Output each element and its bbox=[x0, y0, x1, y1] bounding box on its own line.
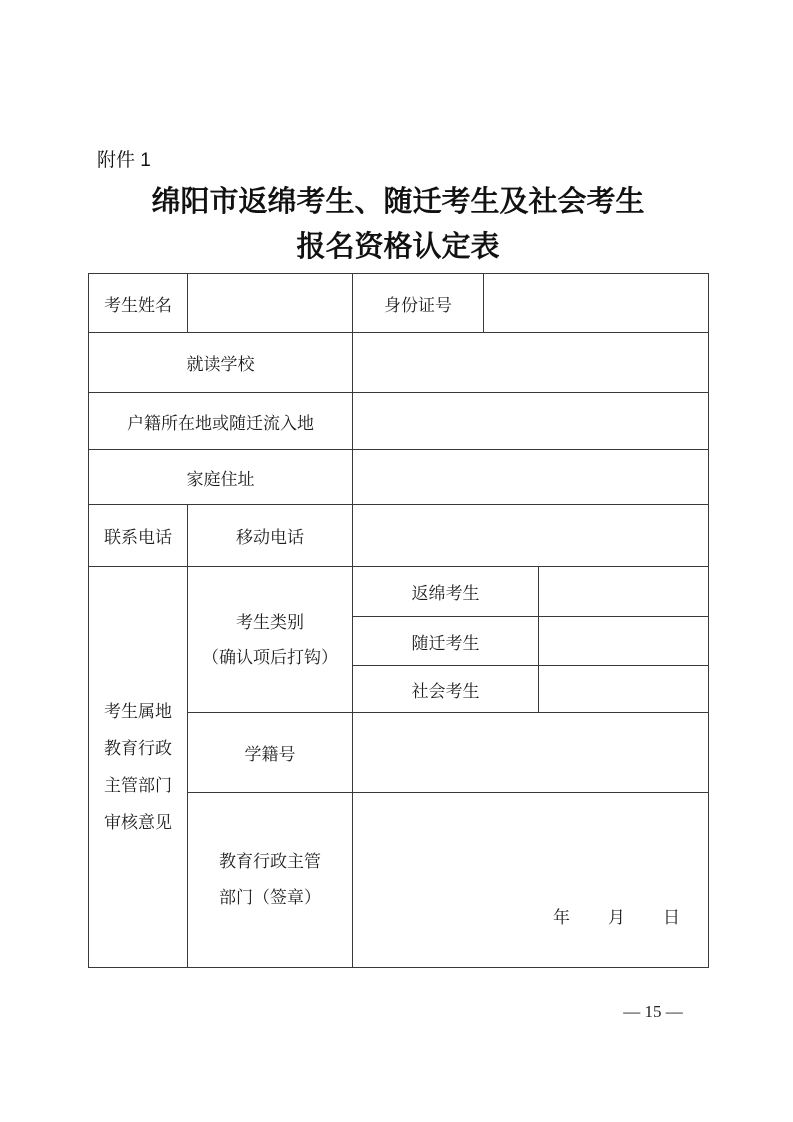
form-title-line2: 报名资格认定表 bbox=[296, 231, 500, 263]
page-number: — 15 — bbox=[623, 1002, 683, 1021]
category-option-migrant-checkbox-cell bbox=[539, 617, 709, 666]
date-month-label: 月 bbox=[608, 908, 625, 927]
seal-label-cell bbox=[188, 793, 353, 968]
student-registration-label-cell: 学籍号 bbox=[188, 713, 353, 793]
date-line bbox=[553, 903, 708, 928]
candidate-name-value-cell bbox=[188, 274, 353, 333]
phone-value-cell bbox=[353, 505, 709, 567]
category-option-returning-checkbox-cell bbox=[539, 567, 709, 617]
date-year-label: 年 bbox=[553, 908, 570, 927]
review-authority-cell bbox=[89, 567, 188, 968]
attachment-label: 附件 1 bbox=[97, 150, 151, 171]
date-day-label: 日 bbox=[663, 908, 680, 927]
student-registration-value-cell bbox=[353, 713, 709, 793]
category-option-social-label: 社会考生 bbox=[353, 666, 539, 713]
seal-date-cell bbox=[353, 793, 709, 968]
school-label-cell: 就读学校 bbox=[89, 333, 353, 393]
school-value-cell bbox=[353, 333, 709, 393]
category-option-social-checkbox-cell bbox=[539, 666, 709, 713]
review-authority-line3: 主管部门 bbox=[104, 776, 172, 795]
review-authority-line4: 审核意见 bbox=[104, 813, 172, 832]
category-title: 考生类别 bbox=[236, 612, 304, 632]
candidate-name-label-cell: 考生姓名 bbox=[89, 274, 188, 333]
row-candidate-name bbox=[89, 274, 709, 333]
row-home-address bbox=[89, 450, 709, 505]
row-category-returning bbox=[89, 567, 709, 617]
row-contact-phone bbox=[89, 505, 709, 567]
review-authority-line2: 教育行政 bbox=[104, 739, 172, 758]
contact-phone-label-cell: 联系电话 bbox=[89, 505, 188, 567]
row-school bbox=[89, 333, 709, 393]
qualification-form-table bbox=[88, 273, 709, 968]
mobile-phone-label-cell: 移动电话 bbox=[188, 505, 353, 567]
home-address-value-cell bbox=[353, 450, 709, 505]
id-number-label-cell: 身份证号 bbox=[353, 274, 484, 333]
residence-value-cell bbox=[353, 393, 709, 450]
category-option-returning-label: 返绵考生 bbox=[353, 567, 539, 617]
form-title bbox=[86, 180, 710, 270]
category-option-migrant-label: 随迁考生 bbox=[353, 617, 539, 666]
form-title-line1: 绵阳市返绵考生、随迁考生及社会考生 bbox=[151, 186, 645, 218]
id-number-value-cell bbox=[484, 274, 709, 333]
category-subtitle: （确认项后打钩） bbox=[202, 647, 338, 667]
category-header-cell bbox=[188, 567, 353, 713]
seal-label-block bbox=[219, 844, 321, 916]
review-authority-line1: 考生属地 bbox=[104, 702, 172, 721]
residence-label-cell: 户籍所在地或随迁流入地 bbox=[89, 393, 353, 450]
row-residence bbox=[89, 393, 709, 450]
seal-label-line2: 部门（签章） bbox=[219, 888, 321, 907]
home-address-label-cell: 家庭住址 bbox=[89, 450, 353, 505]
seal-label-line1: 教育行政主管 bbox=[219, 852, 321, 871]
